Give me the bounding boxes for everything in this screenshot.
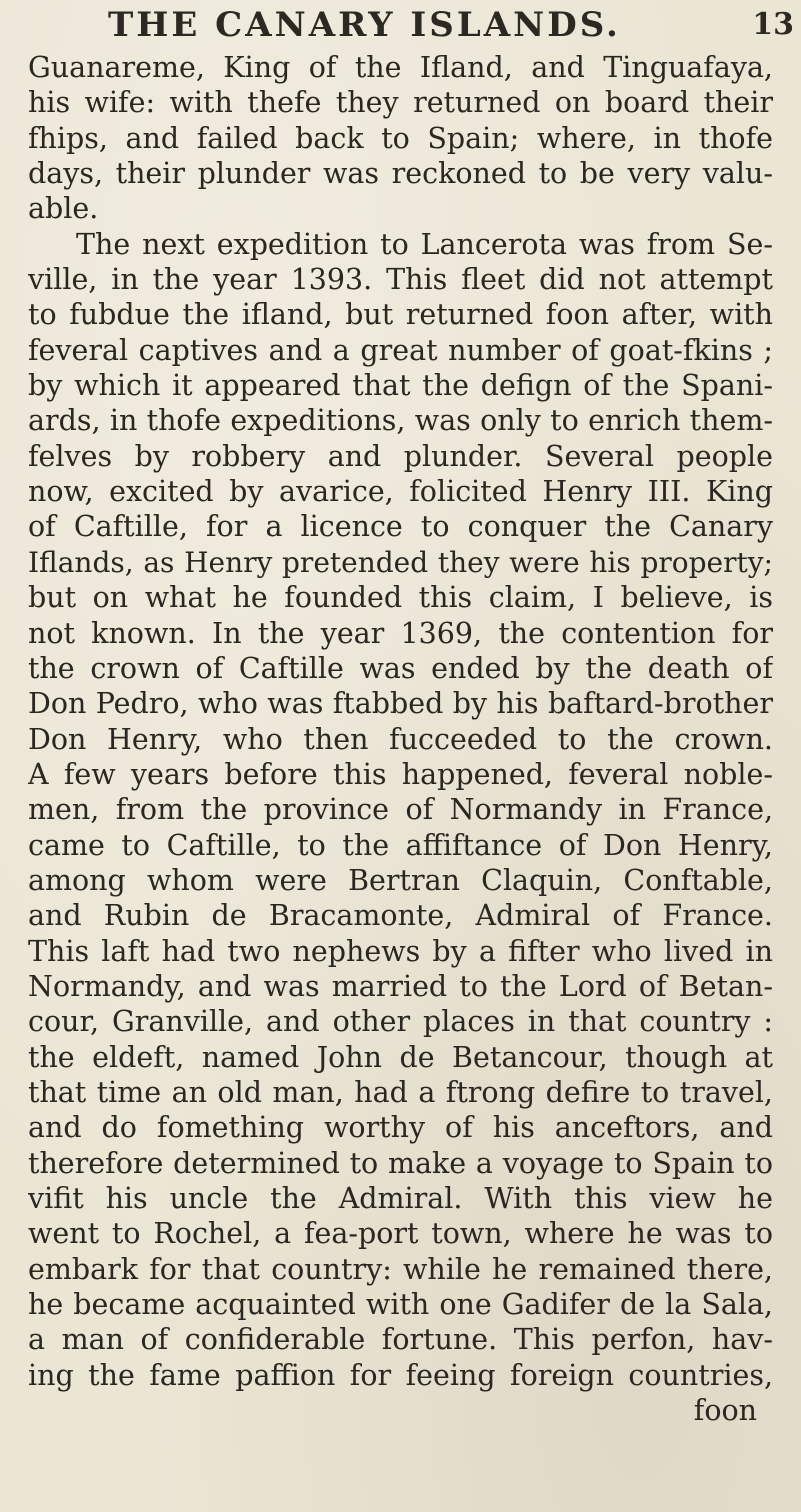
text-line: ing the fame paffion for feeing foreign countries, [28,1358,773,1392]
text-line: and Rubin de Bracamonte, Admiral of France. [28,899,773,933]
text-line: to fubdue the ifland, but returned foon after, with [28,298,773,332]
text-line: embark for that country: while he remained there, [28,1252,773,1286]
text-line: the eldeft, named John de Betancour, though at [28,1040,773,1074]
text-line: men, from the province of Normandy in France, [28,793,773,827]
text-line: Normandy, and was married to the Lord of Betan- [28,969,773,1003]
text-line: Iflands, as Henry pretended they were his property; [28,545,773,579]
text-line: his wife: with thefe they returned on board their [28,86,773,120]
text-line: came to Caftille, to the affiftance of Don Henry, [28,828,773,862]
text-line: went to Rochel, a fea-port town, where he was to [28,1217,773,1251]
text-line: ards, in thofe expeditions, was only to enrich them- [28,404,773,438]
text-line: able. [28,192,99,226]
text-line: cour, Granville, and other places in that country : [28,1005,773,1039]
text-line: by which it appeared that the defign of the Spani- [28,369,773,403]
text-line: The next expedition to Lancerota was from Se- [76,227,773,261]
running-head [108,2,794,48]
text-line: A few years before this happened, feveral noble- [28,757,773,791]
text-line: therefore determined to make a voyage to Spain to [28,1146,773,1180]
page-number: 13 [752,7,794,42]
text-line: but on what he founded this claim, I believe, is [28,581,773,615]
text-line: of Caftille, for a licence to conquer the Canary [28,510,773,544]
text-line: This laft had two nephews by a fifter who lived in [28,934,773,968]
catchword: foon [693,1394,757,1428]
text-line: now, excited by avarice, folicited Henry III. King [28,475,773,509]
text-line: fhips, and failed back to Spain; where, in thofe [28,121,773,155]
text-line: Don Henry, who then fucceeded to the crown. [28,722,773,756]
text-line: feveral captives and a great number of goat-fkins ; [28,333,773,367]
text-line: he became acquainted with one Gadifer de la Sala, [28,1288,773,1322]
text-line: vifit his uncle the Admiral. With this view he [28,1182,773,1215]
text-line: and do fomething worthy of his anceftors, and [28,1111,773,1145]
text-line: not known. In the year 1369, the contention for [28,616,773,650]
text-line: ville, in the year 1393. This fleet did not attempt [28,263,773,297]
text-line: Guanareme, King of the Ifland, and Tinguafaya, [28,51,773,84]
running-head-title: THE CANARY ISLANDS. [108,5,621,45]
text-line: days, their plunder was reckoned to be very valu- [28,157,773,191]
body-text [28,50,773,1428]
text-line: felves by robbery and plunder. Several people [28,439,773,473]
text-line: a man of confiderable fortune. This perfon, hav- [28,1323,773,1357]
text-line: Don Pedro, who was ftabbed by his baftard-brother [28,687,773,721]
text-line: that time an old man, had a ftrong defire to travel, [28,1075,773,1109]
text-line: among whom were Bertran Claquin, Conftable, [28,863,773,897]
text-line: the crown of Caftille was ended by the death of [28,651,773,685]
